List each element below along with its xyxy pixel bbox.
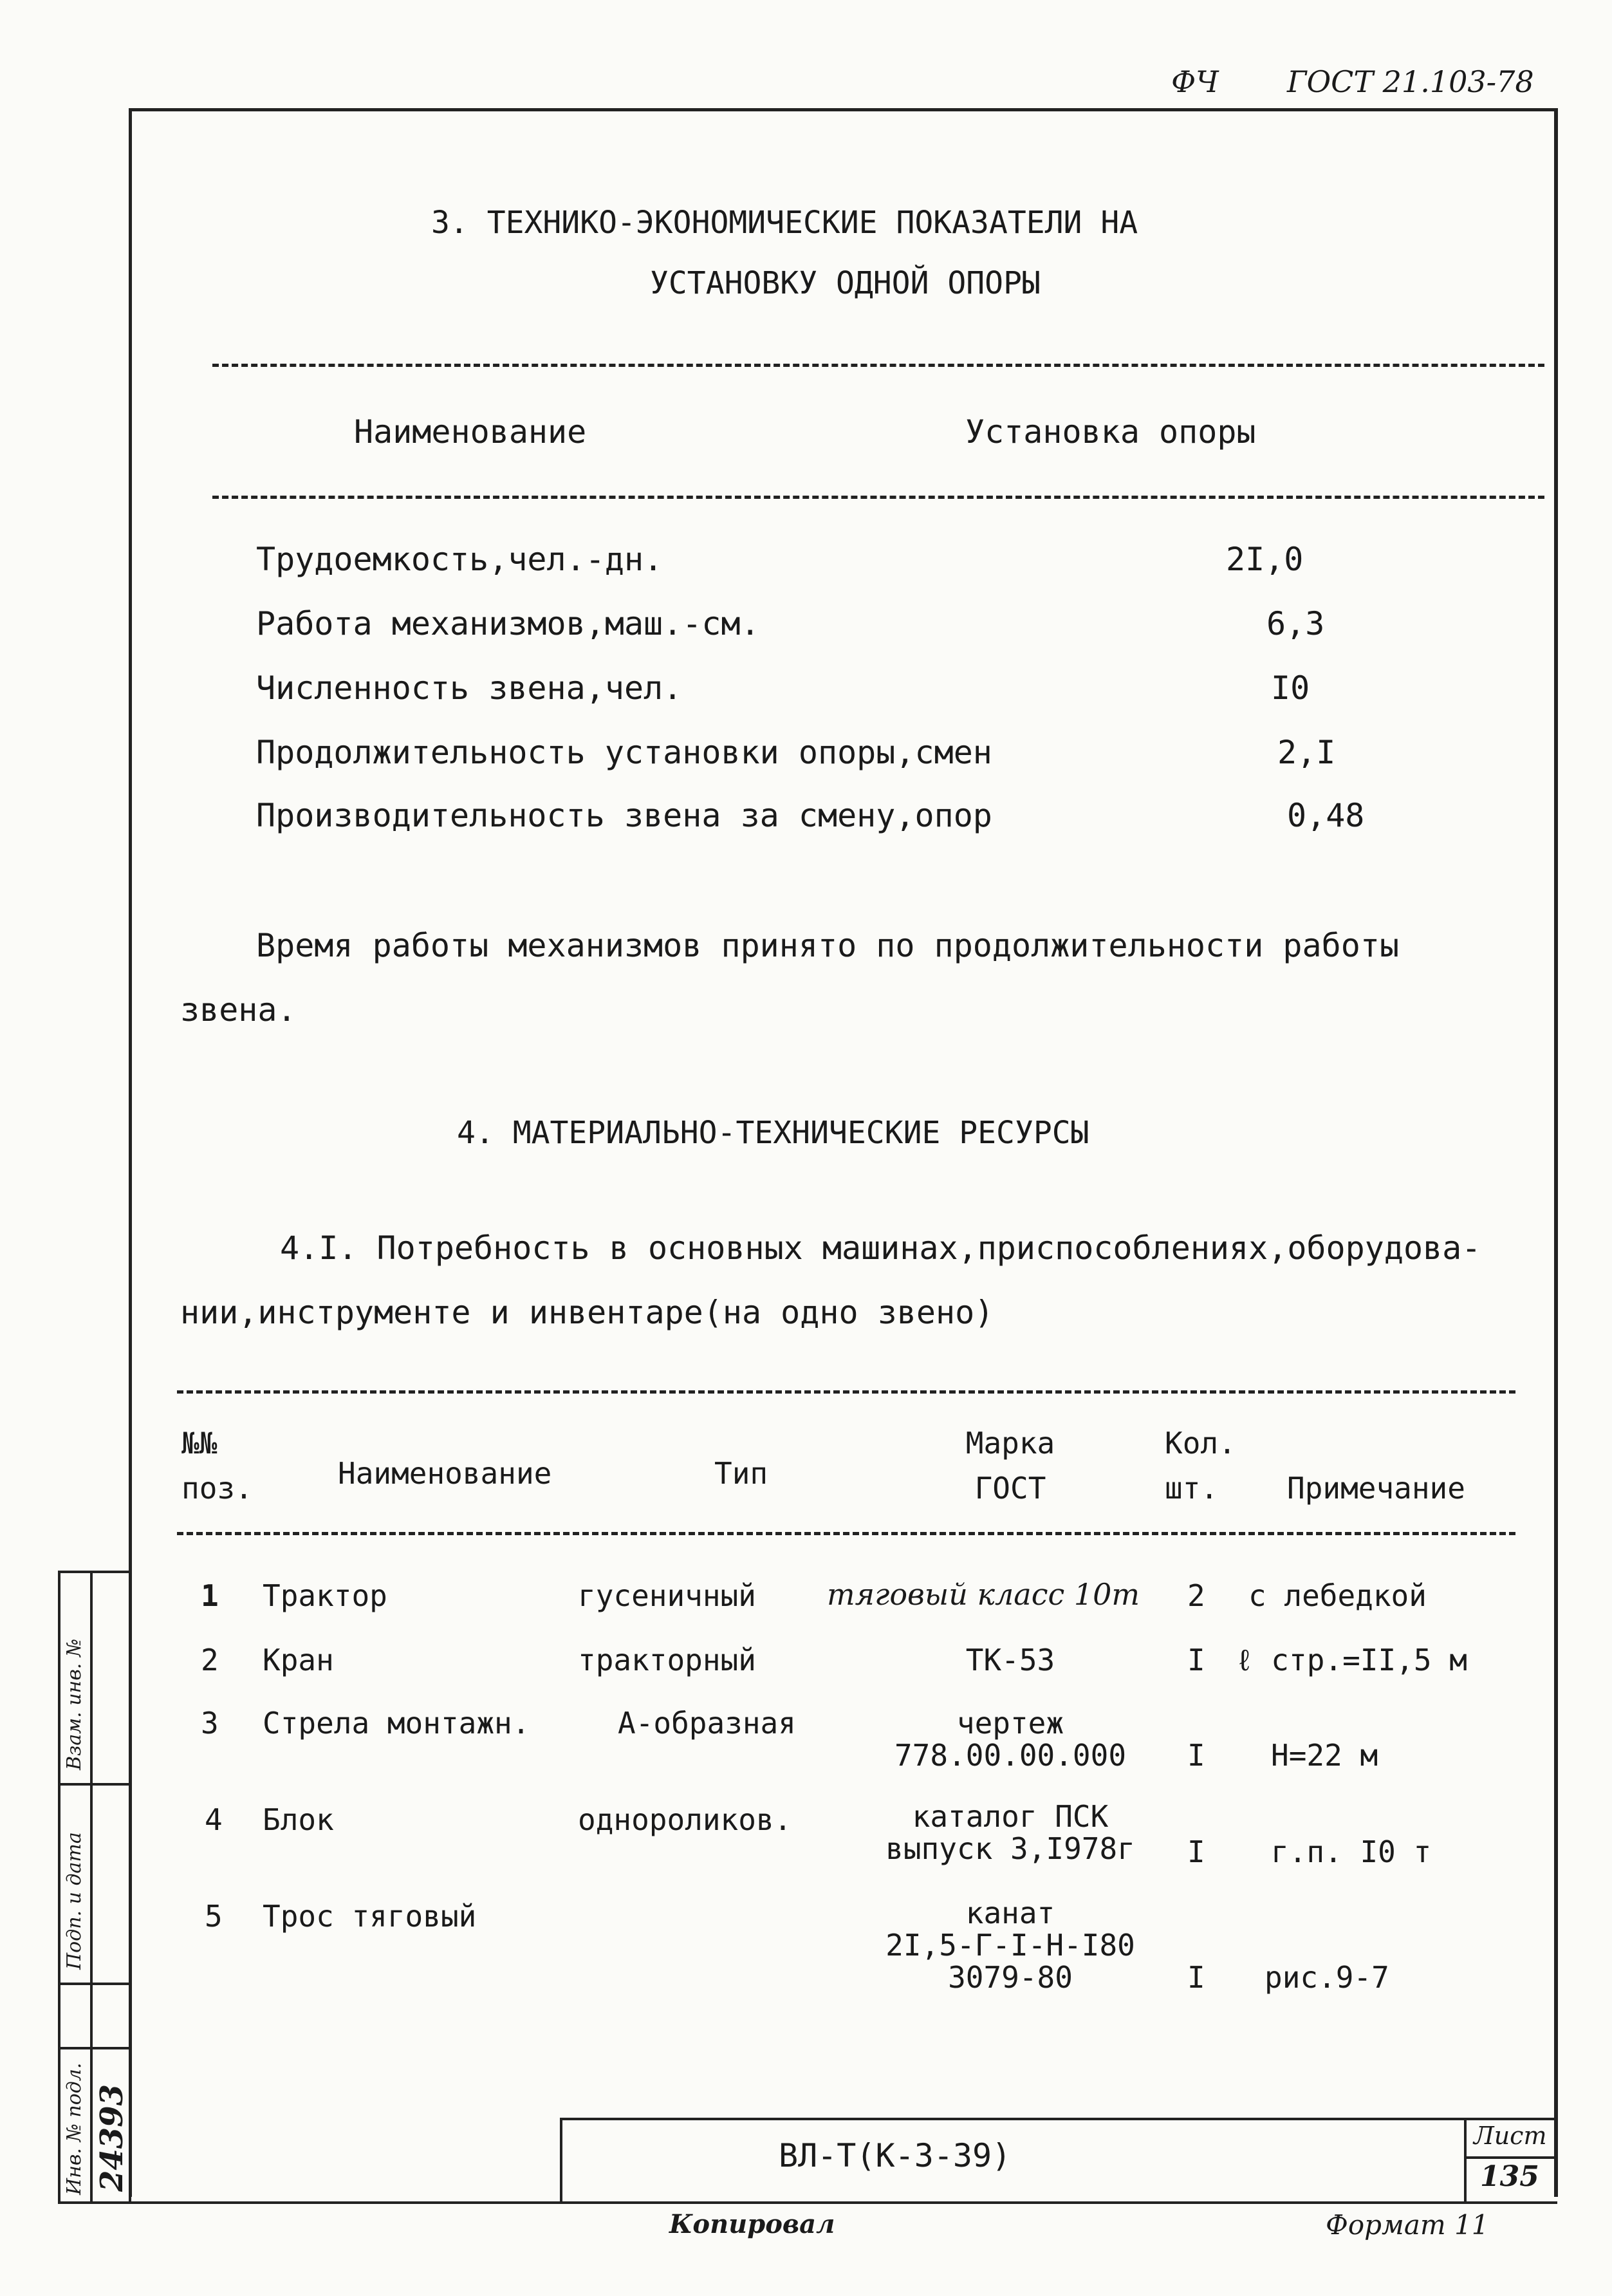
- row-name: Кран: [263, 1643, 334, 1677]
- row-name: Трактор: [263, 1578, 387, 1613]
- row-type: тракторный: [578, 1643, 756, 1677]
- section4-subtitle-line1: 4.I. Потребность в основных машинах,приспособлениях,оборудова-: [280, 1229, 1481, 1267]
- page-frame: [129, 108, 1558, 2197]
- indicator-value: 0,48: [1287, 797, 1365, 834]
- section3-title-line1: 3. ТЕХНИКО-ЭКОНОМИЧЕСКИЕ ПОКАЗАТЕЛИ НА: [431, 205, 1138, 241]
- row-num: 4: [205, 1802, 223, 1837]
- indicator-label: Трудоемкость,чел.-дн.: [256, 541, 663, 578]
- row-name: Трос тяговый: [263, 1899, 477, 1934]
- section3-note-line1: Время работы механизмов принято по продолжительности работы: [256, 927, 1400, 964]
- standard-ref: ГОСТ 21.103-78: [1287, 64, 1534, 99]
- row-mark-line3: 3079-80: [948, 1960, 1073, 1995]
- row-qty: 2: [1187, 1578, 1205, 1613]
- row-mark-line2: 2I,5-Г-I-Н-I80: [885, 1928, 1135, 1963]
- header-mark-line1: Марка: [965, 1426, 1055, 1461]
- row-mark: тяговый класс 10т: [827, 1577, 1140, 1612]
- stamp-label-signature: Подп. и дата: [63, 1832, 86, 1970]
- row-mark: ТК-53: [965, 1643, 1055, 1677]
- indicator-value: I0: [1271, 669, 1310, 707]
- row-name: Стрела монтажн.: [263, 1706, 530, 1741]
- indicator-label: Продолжительность установки опоры,смен: [256, 734, 992, 771]
- stamp-label-swap: Взам. инв. №: [63, 1638, 86, 1770]
- document-code: ВЛ-Т(К-3-39): [779, 2137, 1012, 2174]
- row-qty: I: [1187, 1738, 1205, 1773]
- stamp-divider: [58, 1983, 129, 1985]
- row-num: 5: [205, 1899, 223, 1934]
- row-qty: I: [1187, 1834, 1205, 1869]
- row-note: рис.9-7: [1265, 1960, 1389, 1995]
- row-note: г.п. I0 т: [1271, 1834, 1432, 1869]
- header-mark-line2: ГОСТ: [974, 1471, 1046, 1506]
- row-mark-line1: канат: [965, 1896, 1055, 1930]
- indicator-label: Производительность звена за смену,опор: [256, 797, 992, 834]
- header-num-line1: №№: [181, 1426, 218, 1461]
- row-qty: I: [1187, 1960, 1205, 1995]
- row-mark-line1: чертеж: [956, 1706, 1064, 1741]
- title-block-left: [560, 2118, 562, 2201]
- copied-by: Копировал: [669, 2209, 835, 2239]
- stamp-border-left: [58, 1571, 60, 2201]
- indicator-value: 2I,0: [1226, 541, 1304, 578]
- row-num: 1: [201, 1578, 219, 1613]
- divider: [212, 496, 1544, 499]
- divider: [177, 1390, 1515, 1394]
- col-name-header: Наименование: [354, 413, 587, 451]
- stamp-border-top: [58, 1571, 129, 1573]
- row-num: 3: [201, 1706, 219, 1741]
- format-label: Формат 11: [1326, 2209, 1489, 2241]
- indicator-value: 6,3: [1266, 605, 1325, 642]
- indicator-label: Работа механизмов,маш.-см.: [256, 605, 760, 642]
- divider: [212, 364, 1544, 367]
- section4-subtitle-line2: нии,инструменте и инвентаре(на одно звено): [180, 1294, 994, 1331]
- header-name: Наименование: [338, 1456, 552, 1491]
- stamp-label-inv: Инв. № подл.: [63, 2062, 86, 2195]
- bottom-border: [58, 2201, 1557, 2204]
- divider: [177, 1532, 1515, 1535]
- row-note: ℓ стр.=II,5 м: [1236, 1643, 1467, 1677]
- sheet-cell-divider: [1464, 2156, 1554, 2159]
- section3-title-line2: УСТАНОВКУ ОДНОЙ ОПОРЫ: [650, 265, 1041, 301]
- row-qty: I: [1187, 1643, 1205, 1677]
- header-note: Примечание: [1287, 1471, 1465, 1506]
- header-num-line2: поз.: [181, 1471, 253, 1506]
- row-note: Н=22 м: [1271, 1738, 1378, 1773]
- row-num: 2: [201, 1643, 219, 1677]
- row-mark-line2: 778.00.00.000: [894, 1738, 1127, 1773]
- inventory-number: 24393: [94, 2084, 130, 2192]
- stamp-border-mid: [90, 1571, 93, 2201]
- sheet-label: Лист: [1474, 2122, 1547, 2150]
- header-qty-line2: шт.: [1165, 1471, 1219, 1506]
- row-name: Блок: [263, 1802, 334, 1837]
- col-value-header: Установка опоры: [965, 413, 1256, 451]
- row-type: однороликов.: [578, 1802, 792, 1837]
- row-mark-line1: каталог ПСК: [912, 1799, 1109, 1834]
- stamp-divider: [58, 2047, 129, 2049]
- sheet-number: 135: [1480, 2160, 1539, 2193]
- indicator-label: Численность звена,чел.: [256, 669, 683, 707]
- section4-title: 4. МАТЕРИАЛЬНО-ТЕХНИЧЕСКИЕ РЕСУРСЫ: [457, 1115, 1089, 1151]
- row-type: А-образная: [618, 1706, 796, 1741]
- row-mark-line2: выпуск 3,I978г: [885, 1831, 1135, 1866]
- indicator-value: 2,I: [1277, 734, 1336, 771]
- header-type: Тип: [714, 1456, 768, 1491]
- row-type: гусеничный: [578, 1578, 756, 1613]
- page-ref: ФЧ: [1171, 64, 1219, 99]
- row-note: с лебедкой: [1248, 1578, 1427, 1613]
- section3-note-line2: звена.: [180, 991, 297, 1029]
- title-block-top: [560, 2118, 1554, 2120]
- header-qty-line1: Кол.: [1165, 1426, 1236, 1461]
- title-block-divider: [1464, 2118, 1467, 2201]
- stamp-divider: [58, 1783, 129, 1786]
